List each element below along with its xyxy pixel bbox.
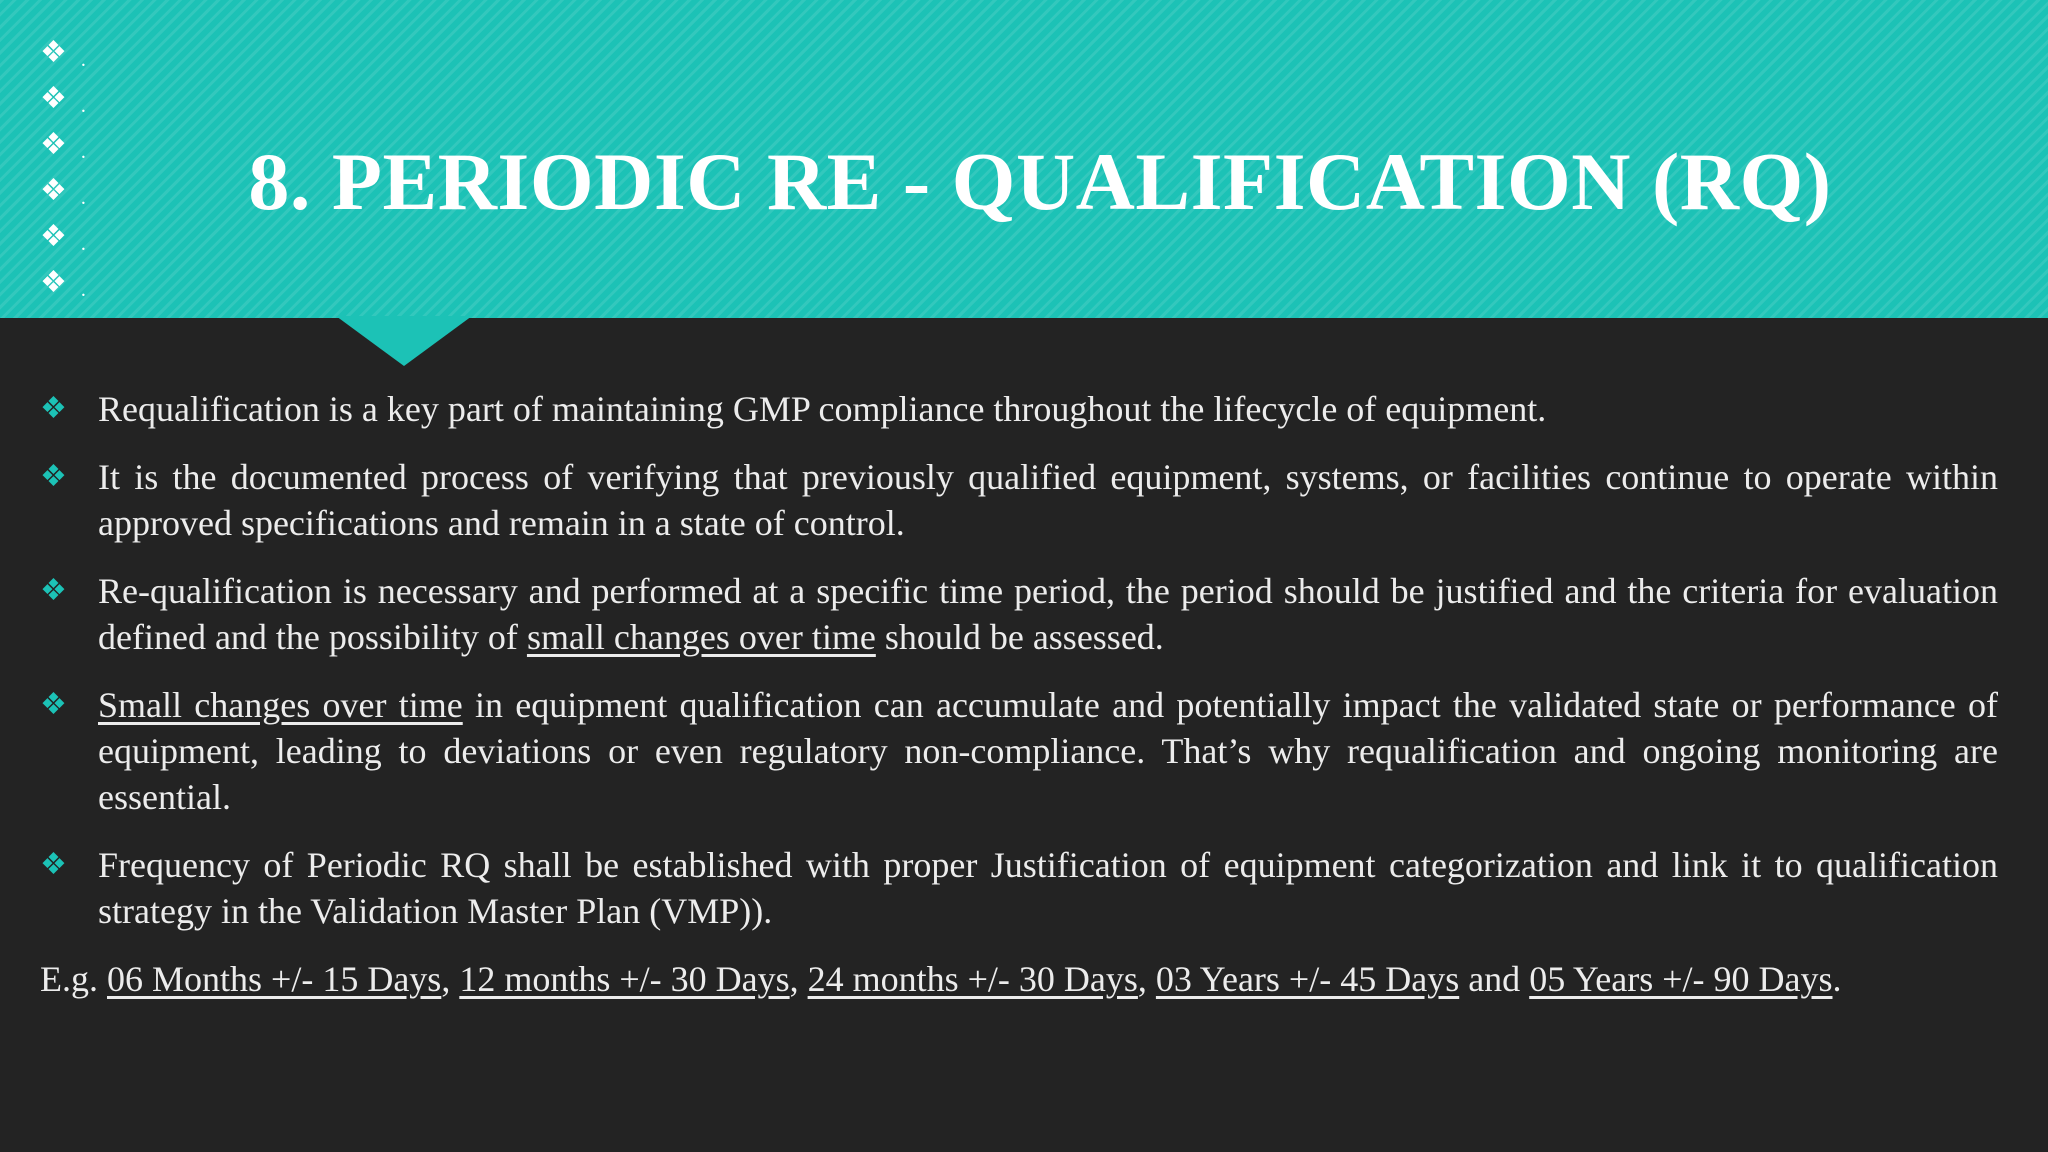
bullet-item [40, 568, 1998, 660]
conjunction: and [1459, 959, 1530, 999]
decorative-bullet [40, 122, 86, 168]
bullet-text-part: Re-qualification is necessary and performed at a specific time period, the period should be justified and the criteria for evaluation defined and the possibility of [98, 571, 1998, 657]
decorative-bullet-list [40, 30, 86, 306]
bullet-dot: . [80, 279, 86, 301]
diamond-bullet-icon: ❖ [40, 574, 67, 607]
example-prefix: E.g. [40, 959, 107, 999]
banner-notch [336, 316, 472, 366]
diamond-bullet-icon: ❖ [40, 36, 67, 69]
separator: , [1137, 959, 1156, 999]
example-interval: 05 Years +/- 90 Days [1529, 959, 1833, 999]
diamond-bullet-icon: ❖ [40, 392, 67, 425]
diamond-bullet-icon: ❖ [40, 82, 67, 115]
underlined-term: small changes over time [526, 617, 876, 657]
bullet-item [40, 386, 1998, 432]
example-line [40, 956, 1998, 1002]
diamond-bullet-icon: ❖ [40, 848, 67, 881]
diamond-bullet-icon: ❖ [40, 688, 67, 721]
bullet-text: It is the documented process of verifying that previously qualified equipment, systems, or facilities continue to operate within approved specifications and remain in a state of control. [98, 457, 1998, 543]
bullet-text: Requalification is a key part of maintaining GMP compliance throughout the lifecycle of equipment. [98, 389, 1547, 429]
separator: , [789, 959, 808, 999]
slide-title: 8. PERIODIC RE - QUALIFICATION (RQ) [248, 136, 1832, 227]
bullet-dot: . [80, 187, 86, 209]
bullet-text-part: should be assessed. [875, 617, 1164, 657]
example-interval: 03 Years +/- 45 Days [1155, 959, 1460, 999]
decorative-bullet [40, 30, 86, 76]
diamond-bullet-icon: ❖ [40, 460, 67, 493]
bullet-text [98, 682, 1998, 820]
bullet-dot: . [80, 141, 86, 163]
example-interval: 06 Months +/- 15 Days [107, 959, 442, 999]
slide-content [40, 386, 1998, 1002]
bullet-item [40, 682, 1998, 820]
example-interval: 12 months +/- 30 Days [459, 959, 790, 999]
bullet-item [40, 842, 1998, 934]
underlined-term: Small changes over time [98, 685, 463, 725]
example-end: . [1832, 959, 1842, 999]
bullet-text [98, 568, 1998, 660]
example-interval: 24 months +/- 30 Days [807, 959, 1138, 999]
decorative-bullet [40, 214, 86, 260]
decorative-bullet [40, 260, 86, 306]
decorative-bullet [40, 168, 86, 214]
decorative-bullet [40, 76, 86, 122]
diamond-bullet-icon: ❖ [40, 220, 67, 253]
bullet-dot: . [80, 49, 86, 71]
bullet-text-part: in equipment qualification can accumulate and potentially impact the validated state or performance of equipment, leading to deviations or even regulatory non-compliance. That’s why requalification and ongoing monitoring are essential. [98, 685, 1998, 817]
separator: , [441, 959, 460, 999]
bullet-text: Frequency of Periodic RQ shall be established with proper Justification of equipment categorization and link it to qualification strategy in the Validation Master Plan (VMP)). [98, 845, 1998, 931]
bullet-item [40, 454, 1998, 546]
diamond-bullet-icon: ❖ [40, 266, 67, 299]
diamond-bullet-icon: ❖ [40, 174, 67, 207]
bullet-dot: . [80, 95, 86, 117]
diamond-bullet-icon: ❖ [40, 128, 67, 161]
bullet-dot: . [80, 233, 86, 255]
